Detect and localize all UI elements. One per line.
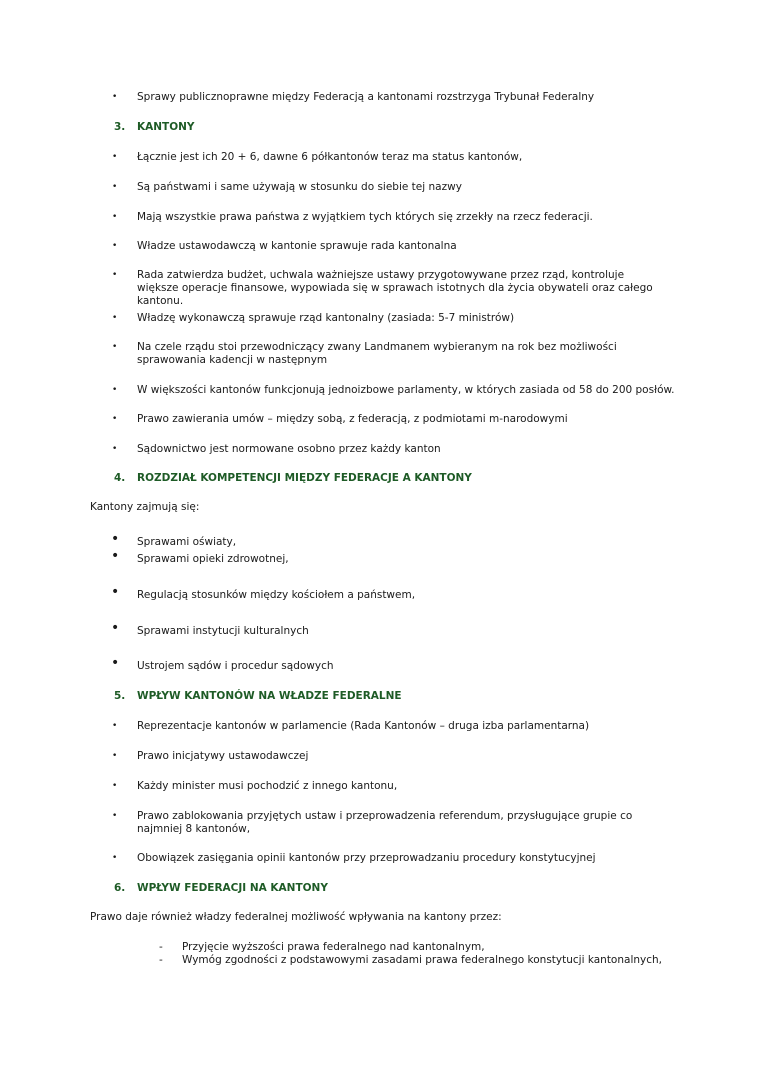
list-item: Sprawami instytucji kulturalnych bbox=[137, 625, 309, 637]
list-item: Sprawami opieki zdrowotnej, bbox=[137, 553, 289, 565]
bullet-icon: • bbox=[112, 270, 118, 280]
bullet-icon: • bbox=[112, 444, 118, 454]
list-item: Prawo inicjatywy ustawodawczej bbox=[137, 750, 309, 762]
list-item: W większości kantonów funkcjonują jednoizbowe parlamenty, w których zasiada od 58 do 200 posłów. bbox=[137, 384, 675, 396]
list-item: Sprawy publicznoprawne między Federacją a kantonami rozstrzyga Trybunał Federalny bbox=[137, 91, 595, 103]
dash-icon: - bbox=[159, 954, 163, 966]
bullet-icon: • bbox=[112, 721, 118, 731]
bullet-icon: • bbox=[112, 385, 118, 395]
list-item: Reprezentacje kantonów w parlamencie (Rada Kantonów – druga izba parlamentarna) bbox=[137, 720, 590, 732]
list-item: Obowiązek zasięgania opinii kantonów przy przeprowadzaniu procedury konstytucyjnej bbox=[137, 852, 596, 864]
section-heading: ROZDZIAŁ KOMPETENCJI MIĘDZY FEDERACJE A KANTONY bbox=[137, 472, 472, 484]
bullet-icon: • bbox=[111, 584, 120, 600]
bullet-icon: • bbox=[112, 751, 118, 761]
bullet-icon: • bbox=[111, 655, 120, 671]
list-item: Łącznie jest ich 20 + 6, dawne 6 półkantonów teraz ma status kantonów, bbox=[137, 151, 523, 163]
section-number: 4. bbox=[114, 472, 126, 484]
bullet-icon: • bbox=[112, 781, 118, 791]
list-item: Wymóg zgodności z podstawowymi zasadami prawa federalnego konstytucji kantonalnych, bbox=[182, 954, 663, 966]
list-item: Każdy minister musi pochodzić z innego kantonu, bbox=[137, 780, 398, 792]
list-item: Prawo zawierania umów – między sobą, z federacją, z podmiotami m-narodowymi bbox=[137, 413, 568, 425]
section-heading: WPŁYW FEDERACJI NA KANTONY bbox=[137, 882, 328, 894]
bullet-icon: • bbox=[111, 531, 120, 547]
bullet-icon: • bbox=[112, 853, 118, 863]
list-item: Prawo zablokowania przyjętych ustaw i przeprowadzenia referendum, przysługujące grupie co najmniej 8 kantonów, bbox=[137, 810, 633, 835]
section-number: 3. bbox=[114, 121, 126, 133]
list-item: Rada zatwierdza budżet, uchwala ważniejsze ustawy przygotowywane przez rząd, kontroluje większe operacje finansowe, wypowiada się w sprawach istotnych dla życia obywateli oraz całego kantonu. bbox=[137, 269, 653, 307]
bullet-icon: • bbox=[112, 811, 118, 821]
list-item: Są państwami i same używają w stosunku do siebie tej nazwy bbox=[137, 181, 462, 193]
list-item: Władzę wykonawczą sprawuje rząd kantonalny (zasiada: 5-7 ministrów) bbox=[137, 312, 515, 324]
section-heading: KANTONY bbox=[137, 121, 195, 133]
bullet-icon: • bbox=[112, 342, 118, 352]
section-number: 6. bbox=[114, 882, 126, 894]
bullet-icon: • bbox=[111, 548, 120, 564]
bullet-icon: • bbox=[112, 152, 118, 162]
list-item: Regulacją stosunków między kościołem a państwem, bbox=[137, 589, 416, 601]
bullet-icon: • bbox=[112, 212, 118, 222]
paragraph: Kantony zajmują się: bbox=[90, 501, 200, 513]
list-item: Sprawami oświaty, bbox=[137, 536, 237, 548]
bullet-icon: • bbox=[112, 241, 118, 251]
section-number: 5. bbox=[114, 690, 126, 702]
list-item: Na czele rządu stoi przewodniczący zwany Landmanem wybieranym na rok bez możliwości sprawowania kadencji w następnym bbox=[137, 341, 617, 366]
dash-icon: - bbox=[159, 941, 163, 953]
list-item: Sądownictwo jest normowane osobno przez każdy kanton bbox=[137, 443, 441, 455]
bullet-icon: • bbox=[112, 414, 118, 424]
bullet-icon: • bbox=[111, 620, 120, 636]
bullet-icon: • bbox=[112, 92, 118, 102]
list-item: Przyjęcie wyższości prawa federalnego nad kantonalnym, bbox=[182, 941, 485, 953]
bullet-icon: • bbox=[112, 313, 118, 323]
list-item: Władze ustawodawczą w kantonie sprawuje rada kantonalna bbox=[137, 240, 457, 252]
section-heading: WPŁYW KANTONÓW NA WŁADZE FEDERALNE bbox=[137, 690, 402, 702]
list-item: Mają wszystkie prawa państwa z wyjątkiem tych których się zrzekły na rzecz federacji. bbox=[137, 211, 593, 223]
paragraph: Prawo daje również władzy federalnej możliwość wpływania na kantony przez: bbox=[90, 911, 502, 923]
bullet-icon: • bbox=[112, 182, 118, 192]
list-item: Ustrojem sądów i procedur sądowych bbox=[137, 660, 334, 672]
